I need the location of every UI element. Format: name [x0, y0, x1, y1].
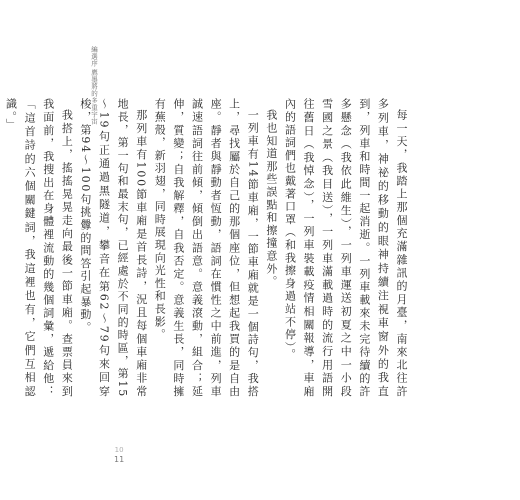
paragraph: 我搭上，搖搖晃晃走向最後一節車廂。查票員來到我面前，我搜出在身體裡流動的幾個詞彙，遞給他：「這首詩的六個關鍵詞，我這裡也有，它們互相認識。」	[4, 98, 74, 398]
paragraph: 我也知道那些誤點和擦撞意外。	[264, 109, 278, 289]
page-number-secondary: 10	[114, 446, 124, 454]
page-number-block	[114, 445, 124, 465]
header-title: 鷹墨將的多重宇宙	[90, 69, 98, 125]
vertical-body-text	[4, 98, 410, 398]
paragraph: 一列車有14節車廂，一節車廂就是一個詩句，我搭上，尋找屬於自己的那個座位，但想起我買的是自由座。靜者與靜動者恆動，語詞在慣性之中前進，列車誠速語詞往前傾，傾倒出語意。意義滾動，組合；延伸，質變；自我解釋，自我否定。意義生長，同時擁有蕪殼，新羽翅，同時展現向光性和長影。	[153, 98, 260, 398]
paragraph: 每一天，我踏上那個充滿雜訊的月臺，南來北往許多列車，神祕的移動的眼神持續注視車窗外的我直到，列車和時間一起消逝。一列車載來未完待續的許多懸念（我依此維生），一列車運送初夏之中一小段雪國之景（我目送），一列車滿載過時的流行用語開往舊日（我悼念），一列車裝載疫情相關報導，車廂內的語詞們也戴著口罩（和我擦身過站不停）。	[283, 98, 408, 398]
page-number-primary: 11	[114, 455, 125, 464]
header-section: 編選序	[90, 46, 98, 67]
paragraph: 那列車有100節車廂是首長詩，況且每個車廂非常地長，第一句和最末句，已經處於不同的時區，第15～19句正通過黑隧道，攀音在第62～79句來回穿梭，第94～100句挑釁的問答引起暴動。	[78, 98, 148, 398]
